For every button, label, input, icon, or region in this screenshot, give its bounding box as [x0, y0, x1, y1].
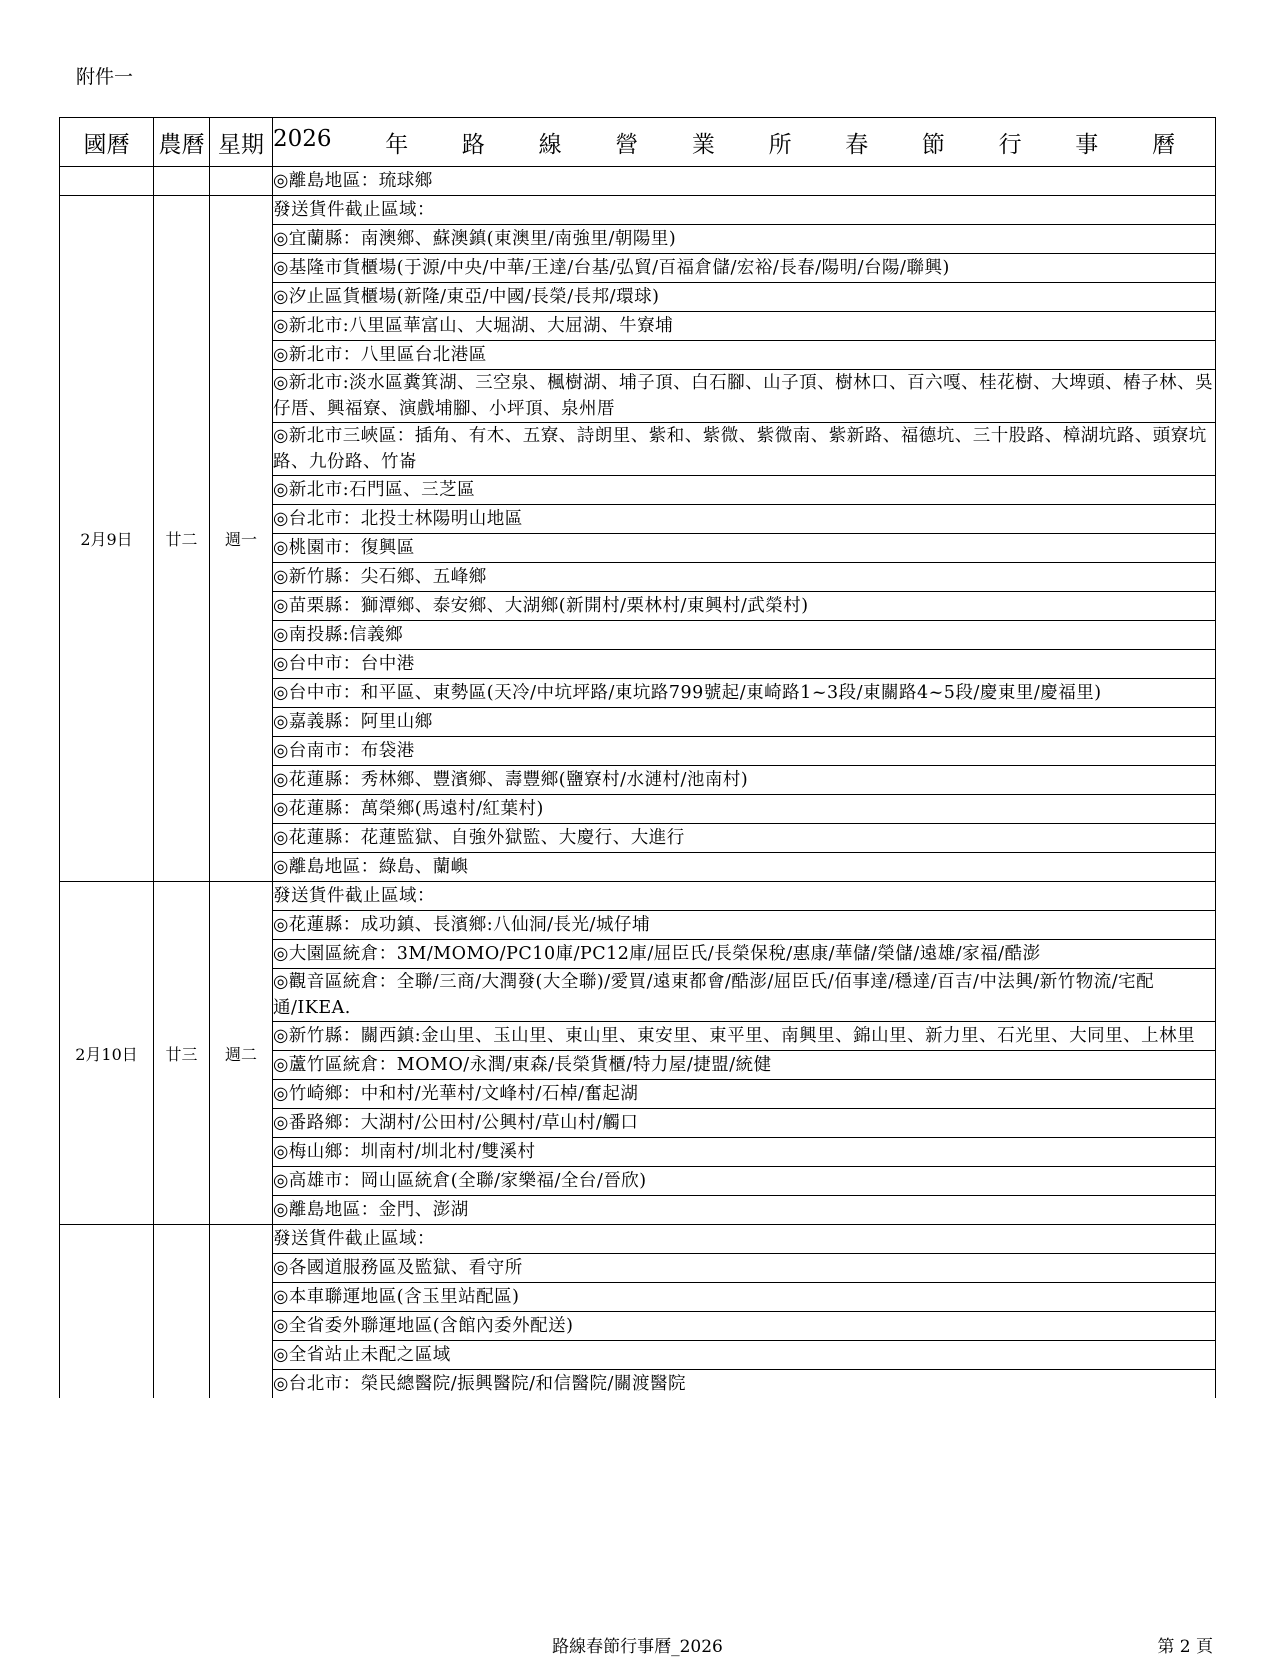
header-title-part: 路 — [461, 131, 485, 158]
region-item: ◎台北市：榮民總醫院/振興醫院/和信醫院/關渡醫院 — [273, 1370, 1216, 1399]
lunar-date-cell: 廿三 — [154, 882, 210, 1225]
region-item: ◎台中市：和平區、東勢區(天冷/中坑坪路/東坑路799號起/東崎路1~3段/東關路4~5段/慶東里/慶福里) — [273, 679, 1216, 708]
header-weekday: 星期 — [210, 118, 273, 167]
region-item: ◎新北市:八里區華富山、大堀湖、大屈湖、牛寮埔 — [273, 312, 1216, 341]
solar-date-cell — [60, 1225, 154, 1399]
attachment-label: 附件一 — [76, 66, 134, 88]
region-item: ◎各國道服務區及監獄、看守所 — [273, 1254, 1216, 1283]
region-item: ◎汐止區貨櫃場(新隆/東亞/中國/長榮/長邦/環球) — [273, 283, 1216, 312]
header-lunar-date: 農曆 — [154, 118, 210, 167]
section-heading: 發送貨件截止區域： — [273, 1225, 1216, 1254]
solar-date-cell — [60, 167, 154, 196]
header-title-part: 所 — [768, 131, 792, 158]
region-item: ◎花蓮縣：秀林鄉、豐濱鄉、壽豐鄉(鹽寮村/水漣村/池南村) — [273, 766, 1216, 795]
region-item: ◎台北市：北投士林陽明山地區 — [273, 505, 1216, 534]
spring-festival-calendar-table — [59, 117, 1216, 1398]
header-title-part: 行 — [998, 131, 1022, 158]
region-item: ◎全省委外聯運地區(含館內委外配送) — [273, 1312, 1216, 1341]
region-item: ◎新北市:淡水區糞箕湖、三空泉、楓樹湖、埔子頂、白石腳、山子頂、樹林口、百六嘎、桂花樹、大埤頭、樁子林、吳仔厝、興福寮、演戲埔腳、小坪頂、泉州厝 — [273, 370, 1216, 423]
header-title-part: 年 — [385, 131, 409, 158]
region-item: ◎全省站止未配之區域 — [273, 1341, 1216, 1370]
region-item: ◎新北市：八里區台北港區 — [273, 341, 1216, 370]
table-row — [60, 196, 1216, 225]
region-item: ◎本車聯運地區(含玉里站配區) — [273, 1283, 1216, 1312]
region-item: ◎台南市：布袋港 — [273, 737, 1216, 766]
region-item: ◎新北市三峽區：插角、有木、五寮、詩朗里、紫和、紫微、紫微南、紫新路、福德坑、三十股路、樟湖坑路、頭寮坑路、九份路、竹崙 — [273, 423, 1216, 476]
solar-date-cell: 2月9日 — [60, 196, 154, 882]
region-item: ◎新北市:石門區、三芝區 — [273, 476, 1216, 505]
region-item: ◎梅山鄉：圳南村/圳北村/雙溪村 — [273, 1138, 1216, 1167]
region-item: ◎離島地區：綠島、蘭嶼 — [273, 853, 1216, 882]
table-row — [60, 1225, 1216, 1254]
region-item: ◎嘉義縣：阿里山鄉 — [273, 708, 1216, 737]
header-title-part: 曆 — [1151, 131, 1175, 158]
region-item: ◎新竹縣：關西鎮:金山里、玉山里、東山里、東安里、東平里、南興里、錦山里、新力里、石光里、大同里、上林里 — [273, 1022, 1216, 1051]
section-heading: 發送貨件截止區域： — [273, 196, 1216, 225]
header-title-part: 事 — [1075, 131, 1099, 158]
weekday-cell — [210, 167, 273, 196]
region-item: ◎基隆市貨櫃場(于源/中央/中華/王達/台基/弘貿/百福倉儲/宏裕/長春/陽明/台陽/聯興) — [273, 254, 1216, 283]
header-title-text — [273, 126, 1215, 159]
region-item: ◎離島地區：琉球鄉 — [273, 167, 1216, 196]
header-title-part: 2026 — [273, 125, 332, 152]
solar-date-cell: 2月10日 — [60, 882, 154, 1225]
lunar-date-cell: 廿二 — [154, 196, 210, 882]
region-item: ◎花蓮縣：萬榮鄉(馬遠村/紅葉村) — [273, 795, 1216, 824]
header-title-part: 春 — [845, 131, 869, 158]
footer-page-number: 第 2 頁 — [1157, 1637, 1213, 1657]
region-item: ◎蘆竹區統倉：MOMO/永潤/東森/長榮貨櫃/特力屋/捷盟/統健 — [273, 1051, 1216, 1080]
region-item: ◎花蓮縣：成功鎮、長濱鄉:八仙洞/長光/城仔埔 — [273, 911, 1216, 940]
region-item: ◎桃園市：復興區 — [273, 534, 1216, 563]
table-row — [60, 882, 1216, 911]
header-title-part: 業 — [691, 131, 715, 158]
region-item: ◎苗栗縣：獅潭鄉、泰安鄉、大湖鄉(新開村/栗林村/東興村/武榮村) — [273, 592, 1216, 621]
region-item: ◎離島地區：金門、澎湖 — [273, 1196, 1216, 1225]
region-item: ◎新竹縣：尖石鄉、五峰鄉 — [273, 563, 1216, 592]
lunar-date-cell — [154, 167, 210, 196]
table-row — [60, 167, 1216, 196]
region-item: ◎南投縣:信義鄉 — [273, 621, 1216, 650]
header-title — [273, 118, 1216, 167]
region-item: ◎竹崎鄉：中和村/光華村/文峰村/石棹/奮起湖 — [273, 1080, 1216, 1109]
region-item: ◎花蓮縣：花蓮監獄、自強外獄監、大慶行、大進行 — [273, 824, 1216, 853]
weekday-cell — [210, 1225, 273, 1399]
lunar-date-cell — [154, 1225, 210, 1399]
table-header-row — [60, 118, 1216, 167]
region-item: ◎觀音區統倉：全聯/三商/大潤發(大全聯)/愛買/遠東都會/酷澎/屈臣氏/佰事達/穩達/百吉/中法興/新竹物流/宅配通/IKEA. — [273, 969, 1216, 1022]
region-item: ◎高雄市：岡山區統倉(全聯/家樂福/全台/晉欣) — [273, 1167, 1216, 1196]
weekday-cell: 週二 — [210, 882, 273, 1225]
header-solar-date: 國曆 — [60, 118, 154, 167]
region-item: ◎番路鄉：大湖村/公田村/公興村/草山村/觸口 — [273, 1109, 1216, 1138]
header-title-part: 營 — [615, 131, 639, 158]
section-heading: 發送貨件截止區域： — [273, 882, 1216, 911]
region-item: ◎宜蘭縣：南澳鄉、蘇澳鎮(東澳里/南強里/朝陽里) — [273, 225, 1216, 254]
header-title-part: 節 — [921, 131, 945, 158]
region-item: ◎大園區統倉：3M/MOMO/PC10庫/PC12庫/屈臣氏/長榮保稅/惠康/華儲/榮儲/遠雄/家福/酷澎 — [273, 940, 1216, 969]
footer-document-name: 路線春節行事曆_2026 — [552, 1637, 723, 1657]
region-item: ◎台中市：台中港 — [273, 650, 1216, 679]
weekday-cell: 週一 — [210, 196, 273, 882]
header-title-part: 線 — [538, 131, 562, 158]
